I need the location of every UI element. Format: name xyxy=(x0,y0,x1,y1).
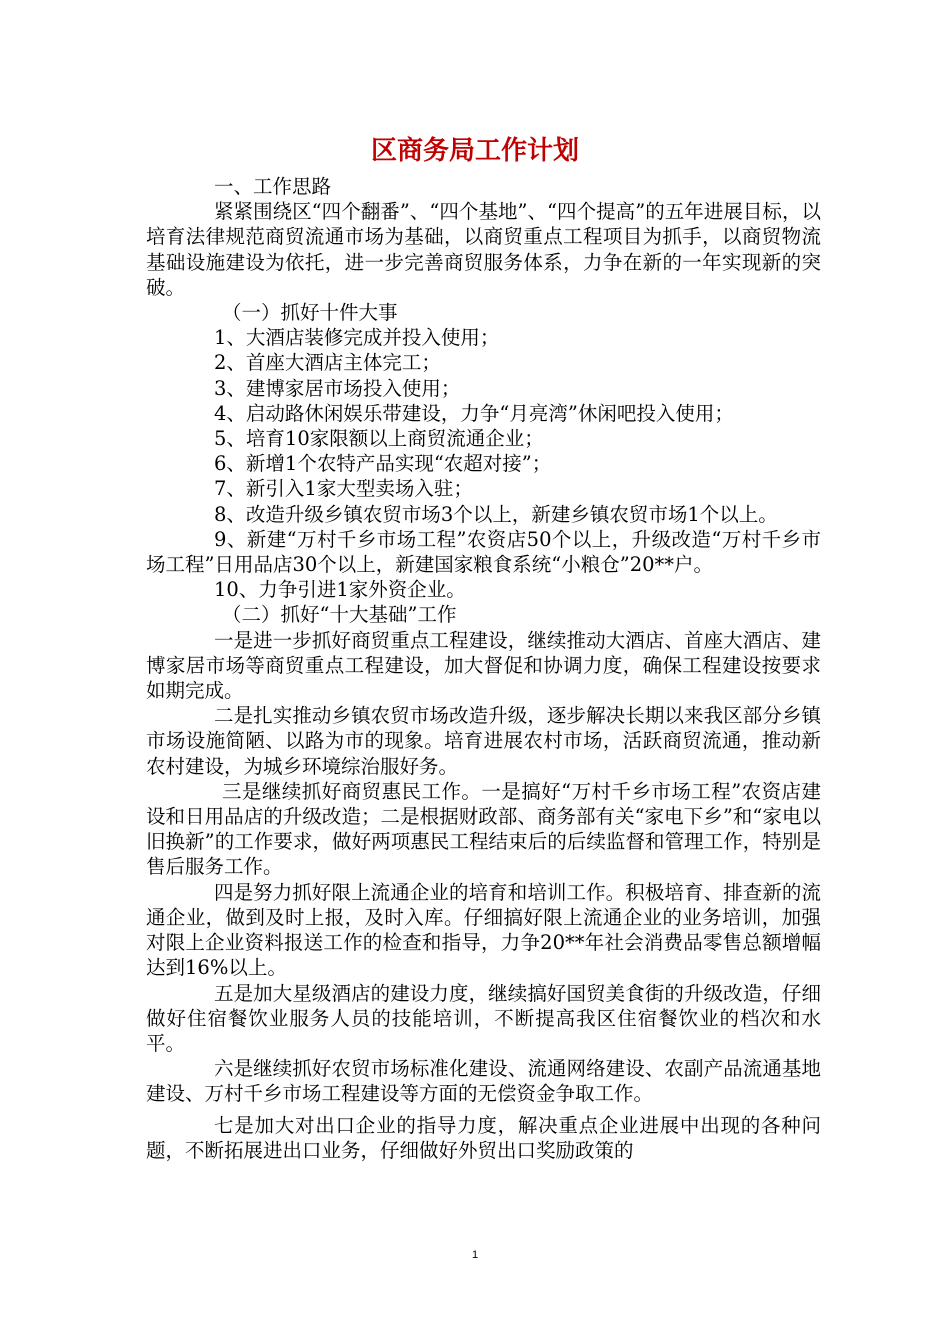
page-number: 1 xyxy=(471,1249,479,1261)
paragraph: 四是努力抓好限上流通企业的培育和培训工作。积极培育、排查新的流通企业，做到及时上报，及时入库。仔细搞好限上流通企业的业务培训，加强对限上企业资料报送工作的检查和指导，力争20**年社会消费品零售总额增幅达到16%以上。 xyxy=(146,880,821,980)
list-item: 10、力争引进1家外资企业。 xyxy=(214,578,466,602)
paragraph: 六是继续抓好农贸市场标准化建设、流通网络建设、农副产品流通基地建设、万村千乡市场工程建设等方面的无偿资金争取工作。 xyxy=(146,1057,821,1106)
list-item: 7、新引入1家大型卖场入驻； xyxy=(214,477,473,501)
list-item: 8、改造升级乡镇农贸市场3个以上，新建乡镇农贸市场1个以上。 xyxy=(214,502,778,526)
list-item: 5、培育10家限额以上商贸流通企业； xyxy=(214,427,544,451)
paragraph: 二是扎实推动乡镇农贸市场改造升级，逐步解决长期以来我区部分乡镇市场设施简陋、以路为市的现象。培育进展农村市场，活跃商贸流通，推动新农村建设，为城乡环境综治服好务。 xyxy=(146,704,821,778)
list-item: 6、新增1个农特产品实现“农超对接”； xyxy=(214,452,552,476)
paragraph: 一是进一步抓好商贸重点工程建设，继续推动大酒店、首座大酒店、建博家居市场等商贸重点工程建设，加大督促和协调力度，确保工程建设按要求如期完成。 xyxy=(146,628,821,703)
section-heading: 一、工作思路 xyxy=(214,175,332,198)
subsection-heading: （一）抓好十件大事 xyxy=(222,301,398,325)
list-item: 2、首座大酒店主体完工； xyxy=(214,351,441,375)
subsection-heading: （二）抓好“十大基础”工作 xyxy=(222,603,457,627)
paragraph: 紧紧围绕区“四个翻番”、“四个基地”、“四个提高”的五年进展目标，以培育法律规范商贸流通市场为基础，以商贸重点工程项目为抓手，以商贸物流基础设施建设为依托，进一步完善商贸服务体系，力争在新的一年实现新的突破。 xyxy=(146,200,821,299)
list-item: 3、建博家居市场投入使用； xyxy=(214,376,461,400)
document-title: 区商务局工作计划 xyxy=(370,136,579,166)
list-item: 9、新建“万村千乡市场工程”农资店50个以上，升级改造“万村千乡市场工程”日用品店30个以上，新建国家粮食系统“小粮仓”20**户。 xyxy=(146,527,821,577)
document-body xyxy=(146,174,821,1163)
list-item: 4、启动路休闲娱乐带建设，力争“月亮湾”休闲吧投入使用； xyxy=(214,401,734,425)
paragraph: 七是加大对出口企业的指导力度，解决重点企业进展中出现的各种问题，不断拓展进出口业务，仔细做好外贸出口奖励政策的 xyxy=(146,1113,821,1162)
paragraph: 三是继续抓好商贸惠民工作。一是搞好“万村千乡市场工程”农资店建设和日用品店的升级改造；二是根据财政部、商务部有关“家电下乡”和“家电以旧换新”的工作要求，做好两项惠民工程结束后的后续监督和管理工作，特别是售后服务工作。 xyxy=(146,779,821,879)
list-item: 1、大酒店装修完成并投入使用； xyxy=(214,326,500,350)
paragraph: 五是加大星级酒店的建设力度，继续搞好国贸美食街的升级改造，仔细做好住宿餐饮业服务人员的技能培训，不断提高我区住宿餐饮业的档次和水平。 xyxy=(146,981,821,1055)
